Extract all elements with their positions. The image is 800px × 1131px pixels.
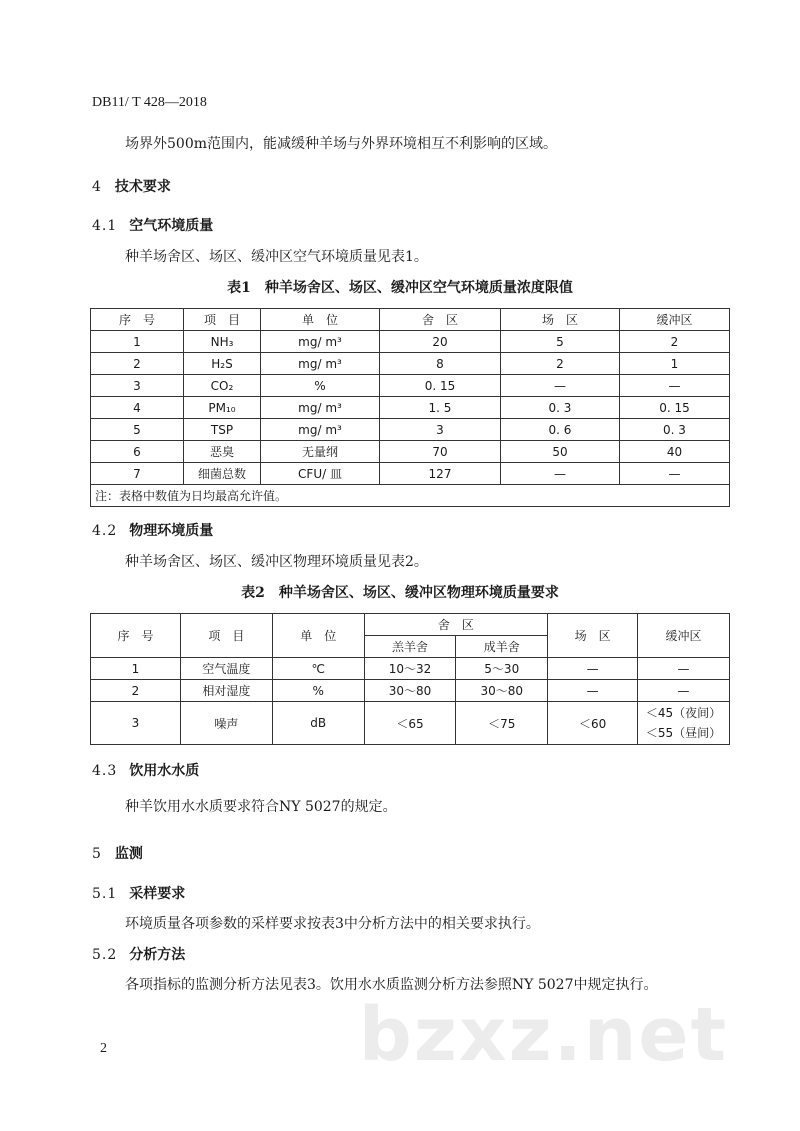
cell: 8	[380, 353, 501, 375]
cell: —	[548, 680, 638, 702]
header-cell: 缓冲区	[638, 614, 730, 658]
cell: 无量纲	[261, 441, 380, 463]
cell: 1	[91, 331, 184, 353]
header-cell: 序 号	[91, 614, 181, 658]
subsection-title: 空气环境质量	[129, 218, 214, 234]
table2-caption: 表2 种羊场舍区、场区、缓冲区物理环境质量要求	[241, 585, 559, 601]
section-5-2-text: 各项指标的监测分析方法见表3。饮用水水质监测分析方法参照NY 5027中规定执行。	[125, 977, 658, 993]
subsection-number: 5.2	[92, 947, 118, 963]
table-row	[91, 680, 730, 702]
header-cell: 缓冲区	[620, 309, 730, 331]
subsection-title: 分析方法	[129, 947, 186, 963]
cell: 2	[620, 331, 730, 353]
cell: 3	[91, 702, 181, 745]
cell: 7	[91, 463, 184, 485]
cell: H₂S	[184, 353, 261, 375]
cell: —	[501, 375, 620, 397]
cell: 5	[501, 331, 620, 353]
header-cell: 舍 区	[380, 309, 501, 331]
cell: CO₂	[184, 375, 261, 397]
header-cell: 舍 区	[364, 614, 547, 636]
buffer-day-value: ＜55（昼间）	[645, 726, 722, 740]
table-header-row	[91, 309, 730, 331]
cell: 50	[501, 441, 620, 463]
cell: mg/ m³	[261, 397, 380, 419]
table2-physical-quality	[90, 613, 730, 745]
cell: 2	[91, 680, 181, 702]
section-4-1-heading	[92, 215, 213, 235]
cell: 2	[501, 353, 620, 375]
cell: mg/ m³	[261, 353, 380, 375]
cell: —	[620, 463, 730, 485]
subsection-number: 5.1	[92, 886, 118, 902]
header-cell: 项 目	[184, 309, 261, 331]
cell: 0. 3	[501, 397, 620, 419]
cell: CFU/ 皿	[261, 463, 380, 485]
cell: —	[620, 375, 730, 397]
cell: dB	[272, 702, 364, 745]
section-4-2-text: 种羊场舍区、场区、缓冲区物理环境质量见表2。	[125, 554, 428, 570]
section-4-3-text: 种羊饮用水水质要求符合NY 5027的规定。	[125, 799, 397, 815]
standard-code-header: DB11/ T 428—2018	[92, 95, 207, 110]
cell: 细菌总数	[184, 463, 261, 485]
table-row	[91, 397, 730, 419]
table-row	[91, 658, 730, 680]
table-row	[91, 441, 730, 463]
cell: 相对湿度	[180, 680, 272, 702]
cell: 空气温度	[180, 658, 272, 680]
cell: ℃	[272, 658, 364, 680]
section-5-1-heading	[92, 883, 185, 903]
cell: PM₁₀	[184, 397, 261, 419]
cell: 1. 5	[380, 397, 501, 419]
header-cell: 羔羊舍	[364, 636, 456, 658]
section-4-3-heading	[92, 760, 199, 780]
header-cell: 单 位	[272, 614, 364, 658]
section-4-2-heading	[92, 520, 213, 540]
cell: mg/ m³	[261, 419, 380, 441]
cell: —	[638, 658, 730, 680]
subsection-title: 物理环境质量	[129, 523, 214, 539]
watermark: bzxz.net	[358, 992, 728, 1078]
section-number: 4	[92, 179, 101, 195]
section-5-heading	[92, 843, 143, 863]
cell: ＜65	[364, 702, 456, 745]
cell: 5～30	[456, 658, 548, 680]
table-row	[91, 331, 730, 353]
subsection-title: 采样要求	[129, 886, 186, 902]
cell: 噪声	[180, 702, 272, 745]
cell: 1	[91, 658, 181, 680]
header-cell: 单 位	[261, 309, 380, 331]
cell: 10～32	[364, 658, 456, 680]
table1-caption: 表1 种羊场舍区、场区、缓冲区空气环境质量浓度限值	[227, 280, 573, 296]
table-row	[91, 702, 730, 745]
cell: mg/ m³	[261, 331, 380, 353]
page-number: 2	[100, 1041, 107, 1056]
cell: 127	[380, 463, 501, 485]
cell: 40	[620, 441, 730, 463]
cell: 4	[91, 397, 184, 419]
header-cell: 场 区	[548, 614, 638, 658]
header-cell: 项 目	[180, 614, 272, 658]
cell: 3	[380, 419, 501, 441]
cell: 6	[91, 441, 184, 463]
cell: %	[272, 680, 364, 702]
cell: 30～80	[456, 680, 548, 702]
cell: %	[261, 375, 380, 397]
table-note-row	[91, 485, 730, 507]
cell: 3	[91, 375, 184, 397]
table-row	[91, 463, 730, 485]
header-cell: 序 号	[91, 309, 184, 331]
section-5-2-heading	[92, 944, 185, 964]
cell: 恶臭	[184, 441, 261, 463]
table-row	[91, 353, 730, 375]
cell: 70	[380, 441, 501, 463]
cell: —	[501, 463, 620, 485]
subsection-title: 饮用水水质	[129, 763, 200, 779]
header-cell: 成羊舍	[456, 636, 548, 658]
subsection-number: 4.1	[92, 218, 118, 234]
cell: 0. 15	[620, 397, 730, 419]
table-note: 注：表格中数值为日均最高允许值。	[91, 485, 730, 507]
cell: —	[548, 658, 638, 680]
section-title: 监测	[114, 846, 143, 862]
table1-air-quality	[90, 308, 730, 507]
cell: 1	[620, 353, 730, 375]
section-title: 技术要求	[114, 179, 171, 195]
table-row	[91, 419, 730, 441]
intro-paragraph: 场界外500m范围内，能减缓种羊场与外界环境相互不利影响的区域。	[125, 136, 557, 152]
buffer-night-value: ＜45（夜间）	[645, 706, 722, 720]
section-number: 5	[92, 846, 101, 862]
cell	[638, 702, 730, 745]
cell: 5	[91, 419, 184, 441]
cell: ＜60	[548, 702, 638, 745]
cell: NH₃	[184, 331, 261, 353]
section-4-1-text: 种羊场舍区、场区、缓冲区空气环境质量见表1。	[125, 249, 428, 265]
subsection-number: 4.2	[92, 523, 118, 539]
table-header-row	[91, 614, 730, 636]
cell: 20	[380, 331, 501, 353]
cell: ＜75	[456, 702, 548, 745]
cell: 0. 3	[620, 419, 730, 441]
table-row	[91, 375, 730, 397]
cell: TSP	[184, 419, 261, 441]
section-5-1-text: 环境质量各项参数的采样要求按表3中分析方法中的相关要求执行。	[125, 916, 540, 932]
cell: —	[638, 680, 730, 702]
cell: 2	[91, 353, 184, 375]
subsection-number: 4.3	[92, 763, 118, 779]
cell: 0. 6	[501, 419, 620, 441]
header-cell: 场 区	[501, 309, 620, 331]
section-4-heading	[92, 176, 171, 196]
cell: 30～80	[364, 680, 456, 702]
cell: 0. 15	[380, 375, 501, 397]
